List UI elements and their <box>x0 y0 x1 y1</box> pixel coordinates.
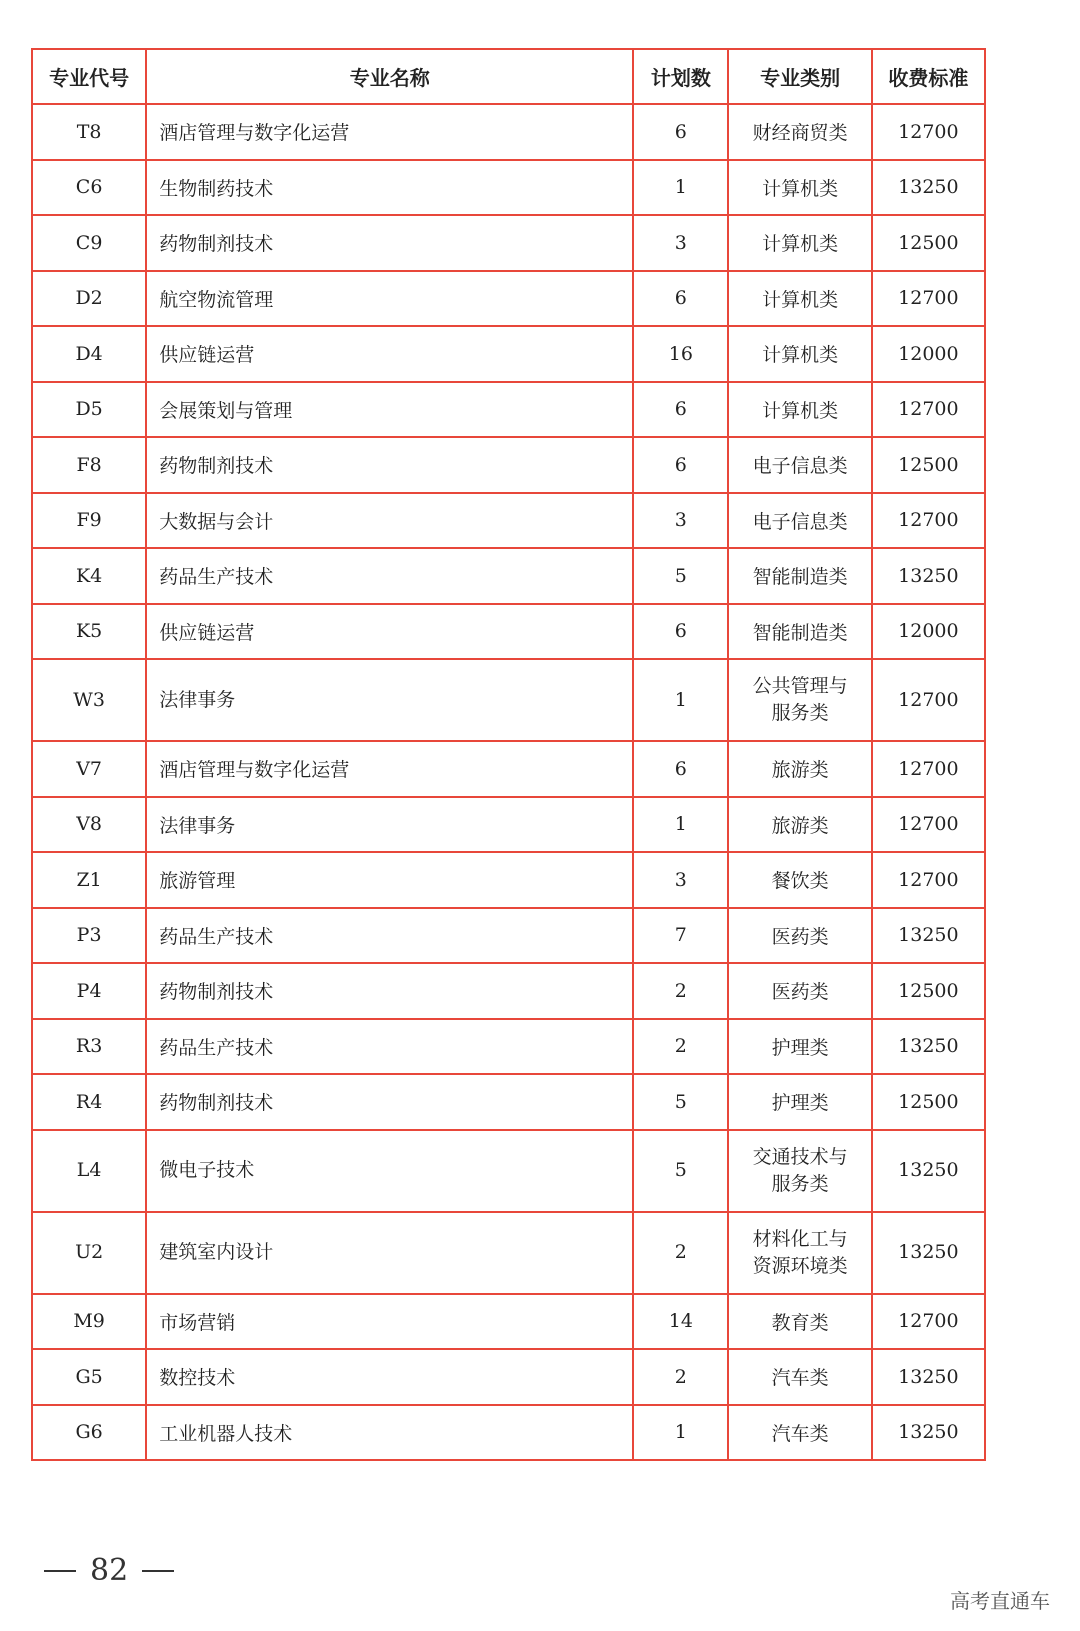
cell-category: 医药类 <box>728 963 871 1019</box>
cell-code: P4 <box>32 963 146 1019</box>
table-row <box>32 437 985 493</box>
table-row <box>32 104 985 160</box>
table-row <box>32 271 985 327</box>
cell-name: 酒店管理与数字化运营 <box>146 741 633 797</box>
majors-table <box>31 48 986 1461</box>
cell-code: V8 <box>32 797 146 853</box>
cell-code: C9 <box>32 215 146 271</box>
cell-fee: 12500 <box>872 437 985 493</box>
cell-code: K4 <box>32 548 146 604</box>
cell-code: R4 <box>32 1074 146 1130</box>
cell-name: 药物制剂技术 <box>146 215 633 271</box>
cell-category: 计算机类 <box>728 271 871 327</box>
cell-plan: 1 <box>633 1405 728 1461</box>
header-category: 专业类别 <box>728 49 871 104</box>
cell-category: 旅游类 <box>728 797 871 853</box>
cell-fee: 13250 <box>872 548 985 604</box>
cell-name: 供应链运营 <box>146 604 633 660</box>
cell-name: 微电子技术 <box>146 1130 633 1212</box>
cell-name: 药物制剂技术 <box>146 1074 633 1130</box>
dash-right <box>142 1570 174 1572</box>
cell-name: 航空物流管理 <box>146 271 633 327</box>
cell-name: 会展策划与管理 <box>146 382 633 438</box>
cell-category: 医药类 <box>728 908 871 964</box>
cell-code: L4 <box>32 1130 146 1212</box>
cell-name: 生物制药技术 <box>146 160 633 216</box>
cell-plan: 16 <box>633 326 728 382</box>
cell-category: 计算机类 <box>728 160 871 216</box>
cell-name: 药物制剂技术 <box>146 963 633 1019</box>
cell-name: 市场营销 <box>146 1294 633 1350</box>
cell-plan: 5 <box>633 1130 728 1212</box>
cell-fee: 12700 <box>872 741 985 797</box>
cell-fee: 12700 <box>872 1294 985 1350</box>
cell-fee: 13250 <box>872 908 985 964</box>
cell-fee: 13250 <box>872 1019 985 1075</box>
cell-name: 法律事务 <box>146 659 633 741</box>
cell-name: 建筑室内设计 <box>146 1212 633 1294</box>
cell-plan: 7 <box>633 908 728 964</box>
cell-category: 公共管理与 服务类 <box>728 659 871 741</box>
cell-code: Z1 <box>32 852 146 908</box>
cell-code: U2 <box>32 1212 146 1294</box>
header-code: 专业代号 <box>32 49 146 104</box>
cell-fee: 12500 <box>872 215 985 271</box>
cell-plan: 6 <box>633 604 728 660</box>
cell-plan: 14 <box>633 1294 728 1350</box>
cell-plan: 1 <box>633 659 728 741</box>
cell-fee: 12500 <box>872 963 985 1019</box>
cell-fee: 13250 <box>872 1349 985 1405</box>
cell-name: 药品生产技术 <box>146 548 633 604</box>
table-row <box>32 326 985 382</box>
cell-plan: 5 <box>633 1074 728 1130</box>
cell-plan: 1 <box>633 160 728 216</box>
table-row <box>32 215 985 271</box>
table-row <box>32 1349 985 1405</box>
cell-category: 电子信息类 <box>728 493 871 549</box>
cell-plan: 3 <box>633 493 728 549</box>
cell-code: T8 <box>32 104 146 160</box>
table-row <box>32 160 985 216</box>
cell-plan: 6 <box>633 271 728 327</box>
cell-fee: 12700 <box>872 271 985 327</box>
cell-name: 旅游管理 <box>146 852 633 908</box>
table-row <box>32 604 985 660</box>
cell-fee: 12700 <box>872 493 985 549</box>
cell-code: M9 <box>32 1294 146 1350</box>
cell-category: 计算机类 <box>728 326 871 382</box>
cell-category: 餐饮类 <box>728 852 871 908</box>
cell-category: 电子信息类 <box>728 437 871 493</box>
cell-name: 供应链运营 <box>146 326 633 382</box>
cell-fee: 12700 <box>872 659 985 741</box>
cell-code: D2 <box>32 271 146 327</box>
table-row <box>32 493 985 549</box>
cell-plan: 2 <box>633 1019 728 1075</box>
cell-fee: 12500 <box>872 1074 985 1130</box>
cell-fee: 12700 <box>872 104 985 160</box>
cell-fee: 12700 <box>872 382 985 438</box>
cell-plan: 2 <box>633 1349 728 1405</box>
cell-category: 智能制造类 <box>728 604 871 660</box>
cell-name: 药品生产技术 <box>146 908 633 964</box>
cell-category: 旅游类 <box>728 741 871 797</box>
cell-category: 智能制造类 <box>728 548 871 604</box>
cell-category: 护理类 <box>728 1074 871 1130</box>
cell-name: 酒店管理与数字化运营 <box>146 104 633 160</box>
cell-plan: 2 <box>633 1212 728 1294</box>
cell-plan: 6 <box>633 104 728 160</box>
cell-category: 交通技术与 服务类 <box>728 1130 871 1212</box>
cell-name: 数控技术 <box>146 1349 633 1405</box>
table-row <box>32 1074 985 1130</box>
table-row <box>32 1405 985 1461</box>
cell-code: F8 <box>32 437 146 493</box>
cell-code: P3 <box>32 908 146 964</box>
cell-code: R3 <box>32 1019 146 1075</box>
cell-plan: 1 <box>633 797 728 853</box>
cell-fee: 13250 <box>872 1130 985 1212</box>
cell-category: 汽车类 <box>728 1349 871 1405</box>
table-row <box>32 963 985 1019</box>
cell-category: 教育类 <box>728 1294 871 1350</box>
cell-code: D5 <box>32 382 146 438</box>
table-row <box>32 1130 985 1212</box>
cell-fee: 12700 <box>872 797 985 853</box>
cell-fee: 13250 <box>872 160 985 216</box>
table-row <box>32 908 985 964</box>
table-row <box>32 382 985 438</box>
cell-category: 计算机类 <box>728 382 871 438</box>
cell-code: K5 <box>32 604 146 660</box>
cell-category: 护理类 <box>728 1019 871 1075</box>
header-plan: 计划数 <box>633 49 728 104</box>
cell-code: V7 <box>32 741 146 797</box>
cell-plan: 6 <box>633 382 728 438</box>
table-row <box>32 548 985 604</box>
cell-category: 计算机类 <box>728 215 871 271</box>
cell-code: F9 <box>32 493 146 549</box>
cell-fee: 12000 <box>872 604 985 660</box>
page-number-text: 82 <box>90 1553 129 1588</box>
cell-plan: 2 <box>633 963 728 1019</box>
cell-fee: 12700 <box>872 852 985 908</box>
cell-category: 汽车类 <box>728 1405 871 1461</box>
dash-left <box>44 1570 76 1572</box>
table-row <box>32 741 985 797</box>
cell-name: 药品生产技术 <box>146 1019 633 1075</box>
cell-plan: 6 <box>633 437 728 493</box>
cell-code: G5 <box>32 1349 146 1405</box>
watermark: 高考直通车 <box>950 1589 1050 1613</box>
cell-plan: 6 <box>633 741 728 797</box>
cell-name: 工业机器人技术 <box>146 1405 633 1461</box>
cell-plan: 3 <box>633 215 728 271</box>
cell-category: 财经商贸类 <box>728 104 871 160</box>
table-header-row <box>32 49 985 104</box>
cell-plan: 3 <box>633 852 728 908</box>
page-number <box>44 1553 174 1588</box>
header-fee: 收费标准 <box>872 49 985 104</box>
table-row <box>32 852 985 908</box>
table-row <box>32 797 985 853</box>
cell-fee: 12000 <box>872 326 985 382</box>
cell-name: 药物制剂技术 <box>146 437 633 493</box>
cell-fee: 13250 <box>872 1212 985 1294</box>
cell-fee: 13250 <box>872 1405 985 1461</box>
cell-name: 法律事务 <box>146 797 633 853</box>
cell-category: 材料化工与 资源环境类 <box>728 1212 871 1294</box>
cell-name: 大数据与会计 <box>146 493 633 549</box>
cell-code: D4 <box>32 326 146 382</box>
cell-code: G6 <box>32 1405 146 1461</box>
cell-code: W3 <box>32 659 146 741</box>
table-row <box>32 1294 985 1350</box>
header-name: 专业名称 <box>146 49 633 104</box>
cell-code: C6 <box>32 160 146 216</box>
table-row <box>32 1212 985 1294</box>
table-row <box>32 1019 985 1075</box>
cell-plan: 5 <box>633 548 728 604</box>
table-row <box>32 659 985 741</box>
